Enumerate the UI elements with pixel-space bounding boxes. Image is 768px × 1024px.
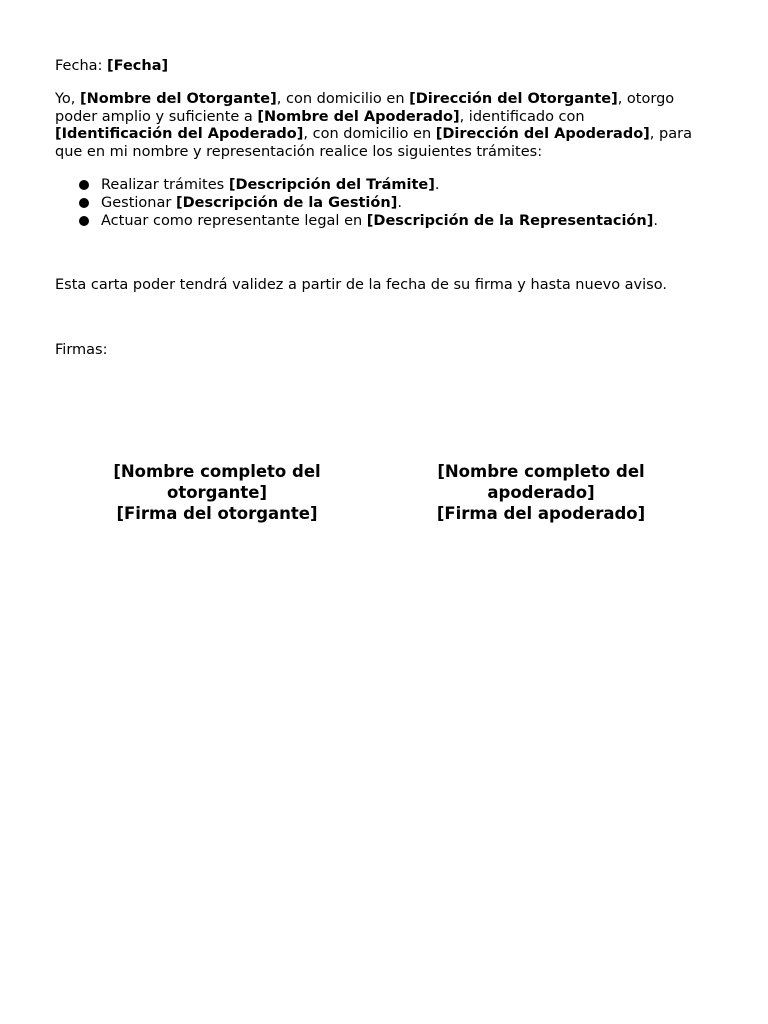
- otorgante-name-placeholder: [Nombre del Otorgante]: [80, 91, 277, 107]
- apoderado-name-placeholder: [Nombre del Apoderado]: [257, 108, 460, 125]
- signature-block-apoderado: [411, 461, 671, 524]
- item-placeholder: [Descripción de la Gestión]: [175, 195, 398, 211]
- otorgante-full-name-line2: otorgante]: [166, 483, 267, 502]
- bullet-icon: [79, 180, 89, 190]
- intro-paragraph: [55, 91, 715, 161]
- signatures-label: Firmas:: [55, 342, 108, 358]
- validity-paragraph: Esta carta poder tendrá validez a partir de la fecha de su firma y hasta nuevo aviso.: [55, 277, 667, 293]
- bullet-icon: [79, 198, 89, 208]
- otorgante-address-placeholder: [Dirección del Otorgante]: [409, 91, 618, 107]
- otorgante-signature: [Firma del otorgante]: [116, 504, 318, 523]
- date-placeholder: [Fecha]: [107, 58, 169, 74]
- item-suffix: .: [653, 213, 658, 229]
- item-text: Realizar trámites: [101, 177, 229, 193]
- date-line: [55, 58, 715, 76]
- apoderado-full-name-line2: apoderado]: [487, 483, 595, 502]
- item-suffix: .: [397, 195, 402, 211]
- list-item: [55, 212, 715, 230]
- bullet-icon: [79, 216, 89, 226]
- item-text: Actuar como representante legal en: [101, 213, 367, 229]
- date-label: Fecha:: [55, 58, 108, 74]
- item-text: Gestionar: [101, 195, 176, 211]
- otorgante-full-name-line1: [Nombre completo del: [113, 462, 321, 481]
- apoderado-full-name-line1: [Nombre completo del: [437, 462, 645, 481]
- intro-text: , con domicilio en: [303, 126, 436, 142]
- intro-text: , identificado con: [459, 108, 585, 125]
- intro-text: , otorgo poder amplio y suficiente a: [55, 91, 675, 125]
- intro-text: , para que en mi nombre y representación realice los siguientes trámites:: [55, 126, 692, 160]
- signature-block-otorgante: [87, 461, 347, 524]
- apoderado-id-placeholder: [Identificación del Apoderado]: [55, 126, 304, 142]
- item-placeholder: [Descripción del Trámite]: [228, 177, 435, 193]
- item-suffix: .: [434, 177, 440, 193]
- item-placeholder: [Descripción de la Representación]: [366, 213, 654, 229]
- intro-text: Yo,: [55, 91, 81, 107]
- apoderado-signature: [Firma del apoderado]: [436, 504, 646, 523]
- intro-text: , con domicilio en: [276, 91, 410, 107]
- apoderado-address-placeholder: [Dirección del Apoderado]: [435, 126, 650, 142]
- list-item: [55, 194, 715, 212]
- tasks-list: [55, 176, 715, 230]
- list-item: [55, 176, 715, 194]
